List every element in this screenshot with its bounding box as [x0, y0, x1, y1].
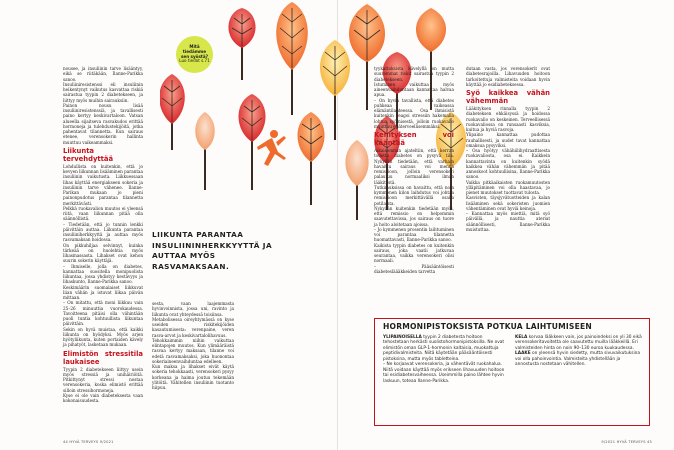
- tree-9: [297, 112, 324, 205]
- paragraph: Tyypin 2 diabetekseen liittyy usein myös stressiä ja unihäiriöitä. Pitkittynyt stressi nostaa verensokeria, koska elimistö erittää silloin stressihormoneja.: [63, 366, 143, 393]
- tree-2: [276, 2, 308, 115]
- bubble-line-3: sen syöstä?: [180, 53, 208, 59]
- paragraph: Keskimäärin suomalaiset liikkuvat liian vähän ja istuvat liikaa päivän mittaan.: [63, 284, 143, 300]
- tree-13: [195, 112, 215, 190]
- paragraph: Painon nousu lisää insuliiniresistenssiä, ja tavallisesti paino kertyy keskivartaloon. Vatsan alueella sijaitseva rasvakudos erittää hormoneja ja tulehdustekijöitä, jotka pahentavat tilannetta. Kun sairaus etenee, verensokerin hallinta muuttuu vaikeammaksi.: [63, 102, 143, 145]
- paragraph: – Jo kymmenen prosentin laihtuminen voi parantaa tilannetta huomattavasti, Ilanne-Parikka sanoo.: [374, 226, 454, 243]
- infobox-lead: YLIPAINOISELLA: [383, 335, 422, 340]
- paragraph: – On mitattu, että moni liikkuu vain 25–26 minuuttia vuorokaudessa. Tavoitteena pitäisi olla vähintään puoli tuntia kohtuullista liikuntaa päivittäin.: [63, 300, 143, 327]
- paragraph: – Osa hyötyy vähähiilihydraattisesta ruokavaliosta, osa ei. Kaikkein kannattavinta on kuitenkin syödä kaikkea vähän vähemmän ja pitää annoskoot kohtuullisina, Ilanne-Parikka sanoo.: [466, 148, 550, 180]
- infobox-text: – Ne korjaavat verensokeria, ja vähentävät ruokahalua. Niitä voidaan käyttää myös erikseen lihavuuden hoitoon tai esidiabetesvaiheessa. Useimmilla paino lähtee hyvin laskuun, toteaa Ilanne-Parikka.: [383, 362, 505, 384]
- paragraph: – Pääsääntöisesti diabetesläääkkeiden tarvetta: [374, 263, 454, 274]
- bubble-line-4: Luo tiedot s.71: [179, 58, 210, 64]
- infobox-title: HORMONIPISTOKSISTA POTKUA LAIHTUMISEEN: [383, 322, 592, 331]
- infobox-text: tyypin 2 diabetesta hoitoon tehostetaan herkästi suolistohormonipistoksilla. Ne ovat elimistön oman GLP-1-hormonin kaltaisia, muokattuja peptidivalmisteita. Niitä käytetään pääsääntöisesti pistoksina, mutta myös tabletteina.: [383, 335, 505, 362]
- pull-quote: LIIKUNTA PARANTAA INSULIININHERKKYYTTÄ JA AUTTAA MYÖS RASVAMAKSAAN.: [152, 230, 273, 271]
- left-column-2: [152, 301, 234, 390]
- paragraph: sesta, vaan laajemmasta hyvinvoinnista, jossa uni, ravinto ja liikunta ovat yhteydessä toisiinsa.: [152, 301, 234, 317]
- left-column-1: [63, 66, 143, 403]
- paragraph: Metabolisessa oireyhtymässä on kyse useiden riskitekijöiden kasautumisesta: verenpaine, veren rasva-arvot ja keskivartalolihavuus.: [152, 316, 234, 338]
- paragraph: Istuminen vaikuttaa myös aineenvaihduntaan kannattaa halvaa apua.: [374, 81, 454, 98]
- paragraph: Tehokkaimmin niihin vaikuttaa elintapojen muutos. Kun ylimääräistä rasvaa kertyy maksaan, tilanne voi edetä rasvamaksaksi, joka huonontaa sokeriaineenvaihduntaa edelleen.: [152, 337, 234, 364]
- paragraph: On pikkuhiljaa selvinnyt, kuinka tärkeää on huolehtia myös lihasmassasta. Lihakset ovat kehon suurin sokerin käyttäjä.: [63, 242, 143, 264]
- paragraph: Kyse ei ole vain diabeteksesta vaan kokonaisuudesta.: [63, 392, 143, 403]
- infobox-column-1: [383, 335, 507, 384]
- infobox-lead: KELA: [515, 335, 528, 340]
- bubble-line-2: tiedämme: [182, 48, 207, 54]
- info-bubble: [176, 36, 213, 73]
- paragraph: Insuliiniresistenssi eli insuliinin heikentynyt vaikutus kasvattaa riskiä sairastua tyypin 2 diabetekseen, ja liittyy myös muihin sairauksiin.: [63, 81, 143, 103]
- subheading-kehitys: Kehityksen voi kääntää: [374, 131, 454, 147]
- footer-left: 44 HYVÄ TERVEYS 9/2021: [63, 440, 114, 444]
- paragraph: Aikaisemmin ajateltiin, että kerran todettu diabetes on pysyvä tila. Nykyään tiedetään, että varhain havaittu sairaus voi mennä remissioon, jolloin verensokeri palautuu normaaliksi ilman lääkitystä.: [374, 148, 454, 185]
- hormone-infobox: [374, 318, 650, 426]
- paragraph: – Ihmiselle, jolla on diabetes, kannattaa suositella monipuolista liikuntaa, jossa yhdistyy kestävyys ja lihaskunto, Ilanne-Parikka sanoo.: [63, 263, 143, 285]
- tree-5: [320, 40, 350, 140]
- paragraph: Ylipaino kannattaa pudottaa rauhallisesti, ja uudet tavat kannattaa omaksua pysyviksi.: [466, 132, 550, 148]
- infobox-lead: LAAKE: [515, 351, 531, 357]
- subheading-liikunta: Liikunta tervehdyttää: [63, 146, 114, 163]
- right-column-2: [466, 66, 550, 232]
- infobox-text: korvaa lääkkeen vain, jos painoindeksi on yli 30 eikä verensokeritavoitetta ole saavutettu muilla lääkkeillä. Eri valmisteiden hinta on noin 90–130 euroa kuukaudessa.: [515, 335, 642, 351]
- paragraph: dutaan vasta, jos verensokerit ovat diabetesrajoilla. Lihavuuden hoitoon tarkoitettuja valmisteita voidaan hyvin käyttää jo esidiabeteksessa.: [466, 66, 550, 87]
- paragraph: – On hyvin tavallista, että diabetes puhkeaa vaikeassa elämäntilanteessa. Osa ihmisistä kuitenkin reagoi stressiin hakemalla lohtua syömisestä, jolloin ruokavalio muuttuu epäterveellisemmäksi.: [374, 97, 454, 129]
- right-column-1: [374, 66, 454, 274]
- runner-figure: [257, 130, 286, 166]
- paragraph: Kun maksa ja lihakset eivät käytä sokeria tehokkaasti, verensokeri pysyy korkeana ja haima joutuu tekemään ylitöitä. Vähitellen insuliinin tuotanto hiipuu.: [152, 364, 234, 390]
- paragraph: Pelkkä ruokavalion muutos ei yleensä riitä, vaan liikunnan pitää olla säännöllistä.: [63, 205, 143, 222]
- infobox-text: on yleensä hyvin siedetty, mutta sivuvaikutuksina voi olla pahoinvointia. Valmisteita yhdistellään ja annostusta nostetaan vähitellen.: [515, 351, 641, 368]
- tree-11: [345, 140, 368, 220]
- paragraph: Kaikista tyypin diabetes on kuitenkin sairaus, joka vaatii jatkuvaa seurantaa, vaikka verensokeri olisi normaali.: [374, 242, 454, 264]
- bubble-line-1: Mitä: [189, 43, 200, 49]
- infobox-column-2: [515, 335, 643, 368]
- paragraph: nousee, ja insuliinin tarve lisääntyy, eikä se riitäkään, Ilanne-Parikka sanoo.: [63, 66, 143, 82]
- paragraph: Tutkimuksissa on havaittu, että noin kymmenen kilon laihdutus voi johtaa remissioon merkittävällä osalla potilaista.: [374, 184, 454, 206]
- paragraph: Kasvisten, täysjyvätuotteiden ja kalan lisääminen sekä sokeristen juomien vähentäminen ovat hyviä keinoja.: [466, 195, 550, 211]
- paragraph: Vaikka pitkäaikaisten ruokamuutosten ylläpitäminen voi olla haastavaa, jo pienet muutokset tuottavat tulosta.: [466, 179, 550, 195]
- tree-7: [160, 74, 185, 150]
- paragraph: – Kannattaa myös miettiä, mitä syö päivällä, ja nauttia ateriat säännöllisesti, Ilanne-Parikka muistuttaa.: [466, 211, 550, 232]
- paragraph: Lohdullista on kuitenkin, että jo kevyen liikunnan lisääminen parantaa insuliinin vaikutusta. Liikkuessaan lihas käyttää energiakseen sokeria ja insuliinin tarve vähenee. Ilanne-Parikan mukaan jo pieni painonpudotus parantaa tilannetta merkittävästi.: [63, 163, 143, 206]
- paragraph: Sekin on hyvä muistaa, että kaikki liikunta on hyödyksi. Myös arjen hyötyliikunta, kuten portaiden kävely ja pihatyöt, lasketaan mukaan.: [63, 326, 143, 348]
- paragraph: Nykyään kuitenkin tiedetään myös, että remissio on helpommin saavutettavissa, jos sairaus on tuore ja hoito aloitetaan ajoissa.: [374, 205, 454, 227]
- tree-1: [228, 8, 255, 80]
- tree-8: [239, 94, 266, 190]
- paragraph: tyykattoksista kävelyllä on mutta suuremmat riskit sairastua tyypin 2 diabetekseen.: [374, 66, 454, 82]
- paragraph: – Tiedetään, että jo tunnin lenkki päivittäin auttaa. Liikunta parantaa insuliiniherkkyyttä ja auttaa myös rasvamaksan hoidossa.: [63, 221, 143, 243]
- subheading-stressi: Elimistön stressitila laukaisee: [63, 349, 143, 366]
- paragraph: Lääkityksen rinnalla tyypin 2 diabeteksen ehkäisyssä ja hoidossa ruokavalio on keskeinen. Terveellisessä ruokavaliossa on runsaasti kasviksia, kuitua ja hyviä rasvoja.: [466, 106, 550, 132]
- subheading-syo: Syö kaikkea vähän vähemmän: [466, 89, 550, 105]
- footer-right: 9/2021 HYVÄ TERVEYS 45: [601, 440, 652, 444]
